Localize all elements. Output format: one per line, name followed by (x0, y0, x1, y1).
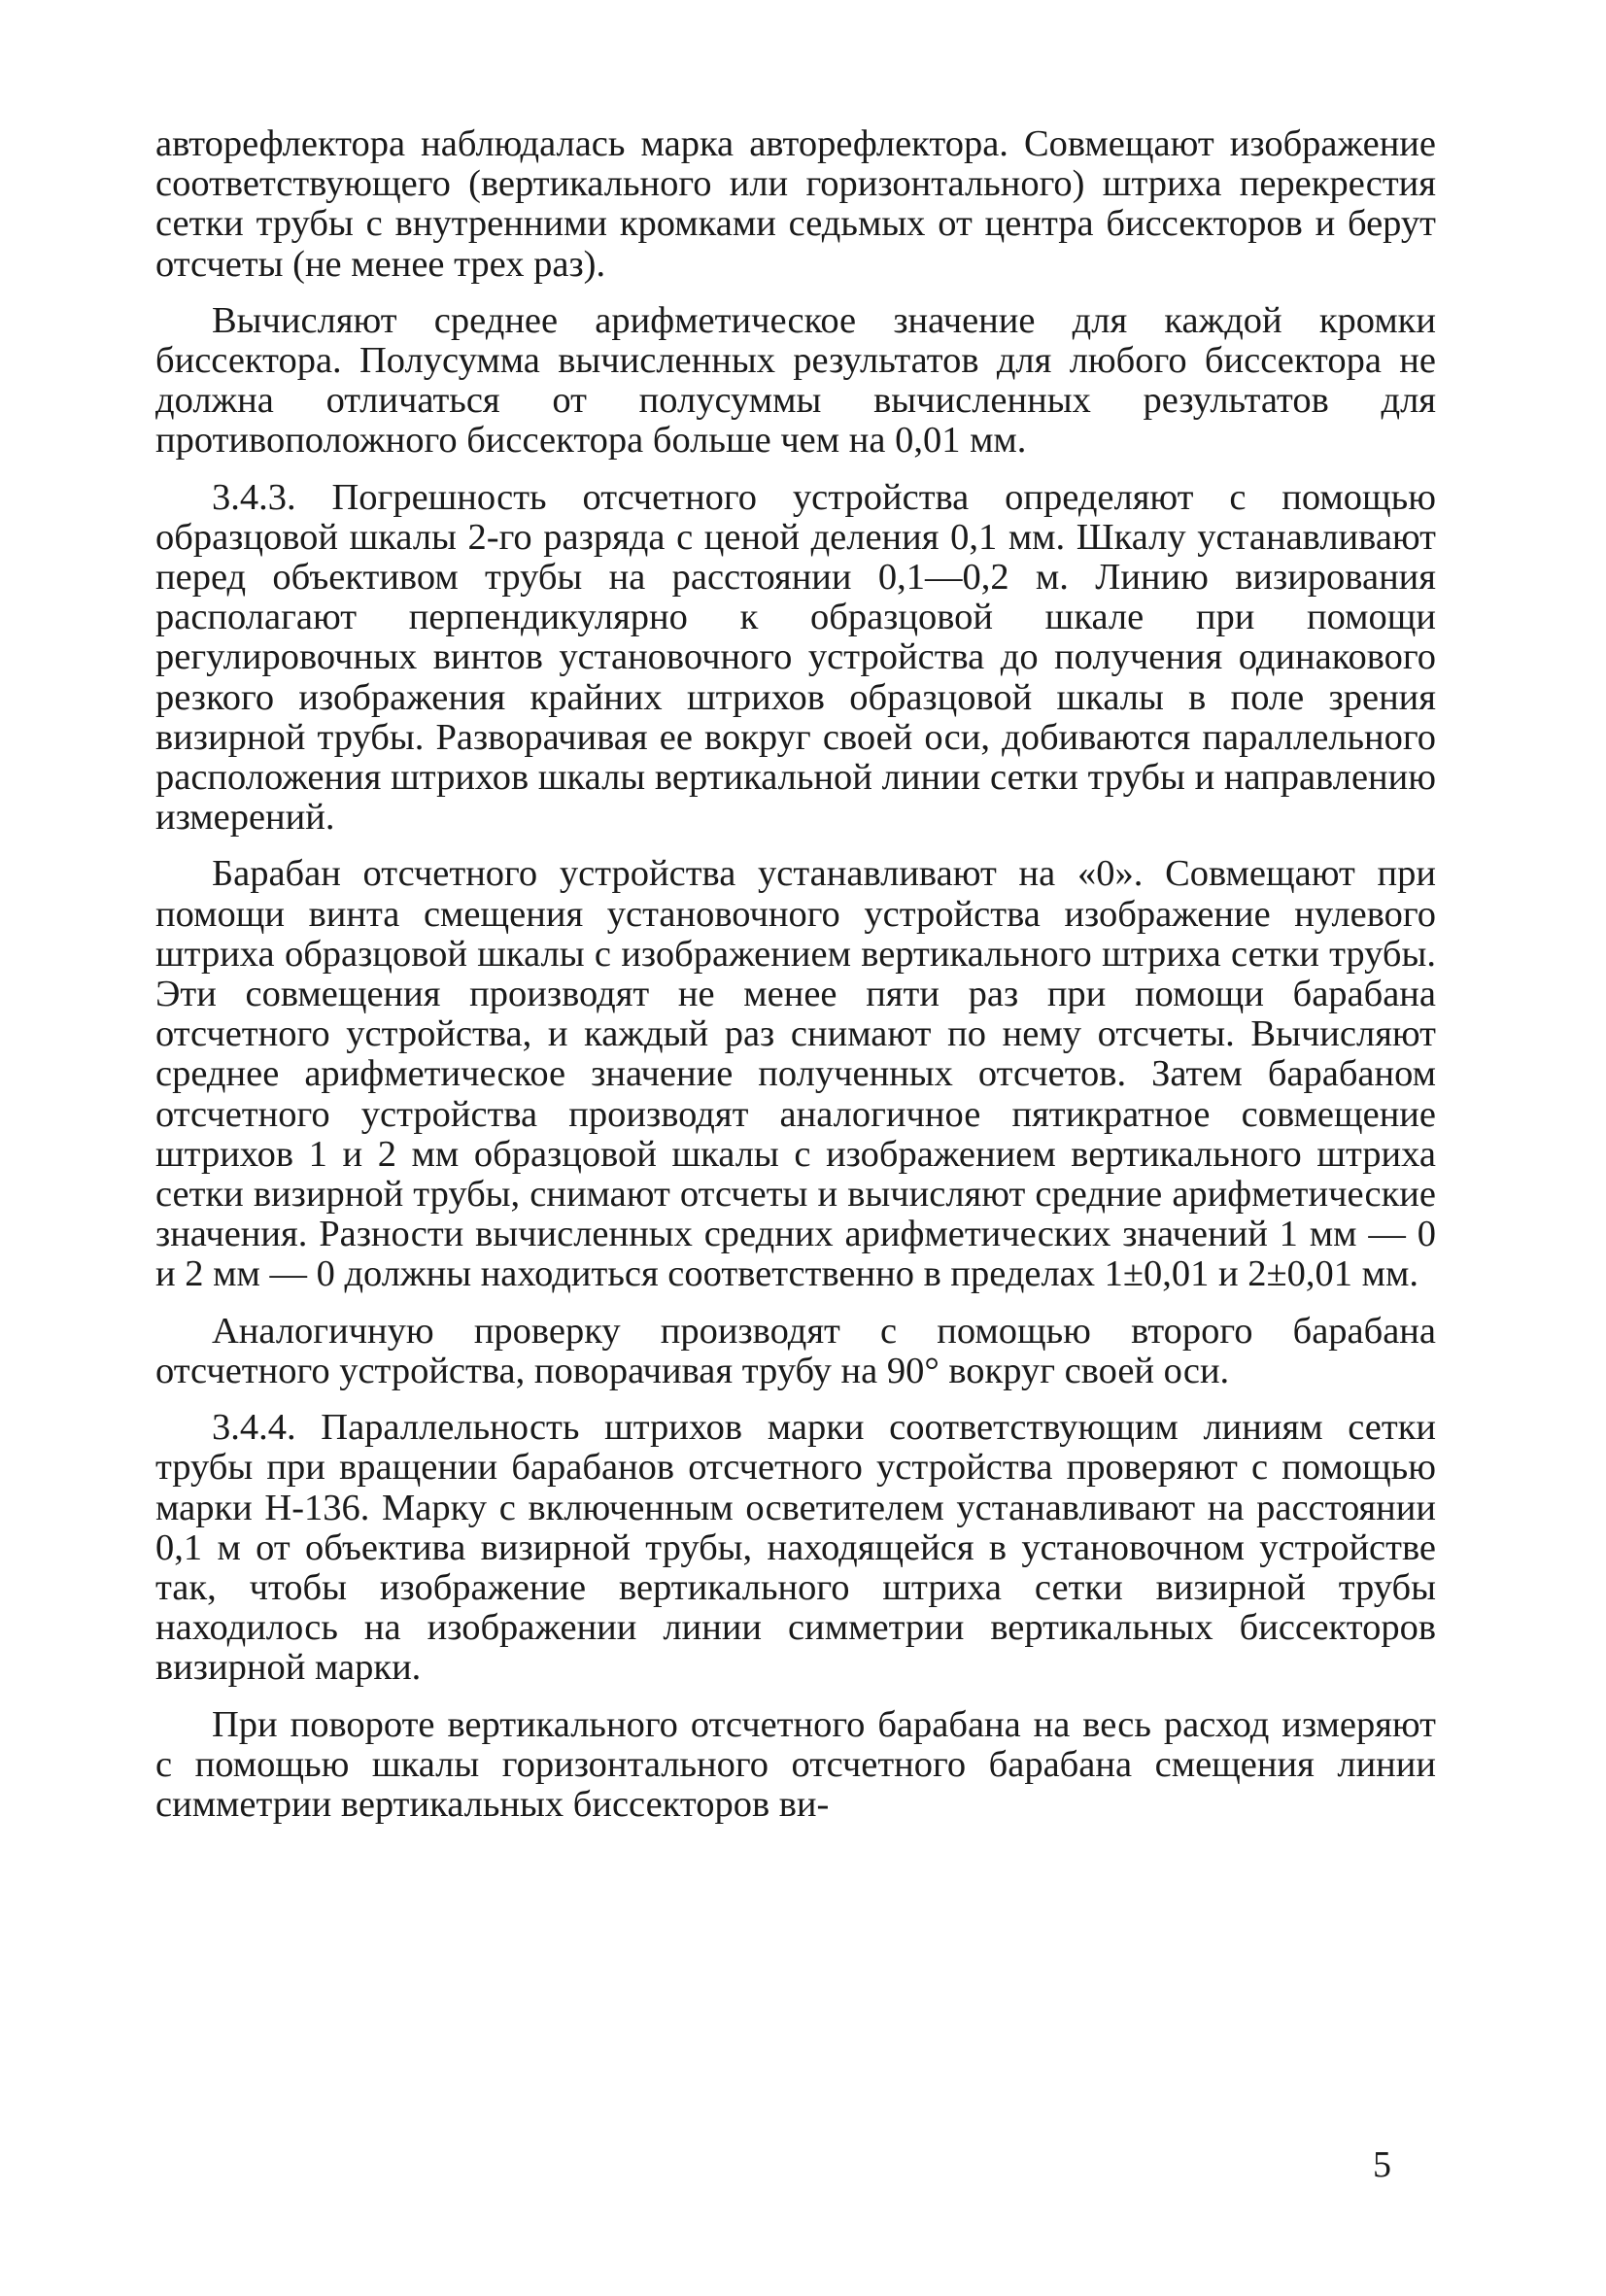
page-number: 5 (1373, 2144, 1391, 2185)
paragraph-continuation: авторефлектора наблюдалась марка авторефлектора. Совмещают изображение соответствующего (вертикального или горизонтального) штриха перекрестия сетки трубы с внутренними кромками седьмых от центра биссекторов и берут отсчеты (не менее трех раз). (155, 123, 1436, 285)
paragraph-second-drum: Аналогичную проверку производят с помощью второго барабана отсчетного устройства, поворачивая трубу на 90° вокруг своей оси. (155, 1310, 1436, 1391)
paragraph-bisector-edges: Вычисляют среднее арифметическое значение для каждой кромки биссектора. Полусумма вычисленных результатов для любого биссектора не должна отличаться от полусуммы вычисленных результатов для противоположного биссектора больше чем на 0,01 мм. (155, 299, 1436, 462)
paragraph-section-3-4-4: 3.4.4. Параллельность штрихов марки соответствующим линиям сетки трубы при вращении барабанов отсчетного устройства проверяют с помощью марки Н-136. Марку с включенным осветителем устанавливают на расстоянии 0,1 м от объектива визирной трубы, находящейся в установочном устройстве так, чтобы изображение вертикального штриха сетки визирной трубы находилось на изображении линии симметрии вертикальных биссекторов визирной марки. (155, 1407, 1436, 1689)
paragraph-section-3-4-3: 3.4.3. Погрешность отсчетного устройства определяют с помощью образцовой шкалы 2-го разряда с ценой деления 0,1 мм. Шкалу устанавливают перед объективом трубы на расстоянии 0,1—0,2 м. Линию визирования располагают перпендикулярно к образцовой шкале при помощи регулировочных винтов установочного устройства до получения одинакового резкого изображения крайних штрихов образцовой шкалы в поле зрения визирной трубы. Разворачивая ее вокруг своей оси, добиваются параллельного расположения штрихов шкалы вертикальной линии сетки трубы и направлению измерений. (155, 476, 1436, 839)
paragraph-drum-zero: Барабан отсчетного устройства устанавливают на «0». Совмещают при помощи винта смещения установочного устройства изображение нулевого штриха образцовой шкалы с изображением вертикального штриха сетки трубы. Эти совмещения производят не менее пяти раз при помощи барабана отсчетного устройства, и каждый раз снимают по нему отсчеты. Вычисляют среднее арифметическое значение полученных отсчетов. Затем барабаном отсчетного устройства производят аналогичное пятикратное совмещение штрихов 1 и 2 мм образцовой шкалы с изображением вертикального штриха сетки визирной трубы, снимают отсчеты и вычисляют средние арифметические значения. Разности вычисленных средних арифметических значений 1 мм — 0 и 2 мм — 0 должны находиться соответственно в пределах 1±0,01 и 2±0,01 мм. (155, 853, 1436, 1295)
document-page (155, 124, 1436, 2223)
paragraph-vertical-drum-rotation: При повороте вертикального отсчетного барабана на весь расход измеряют с помощью шкалы горизонтального отсчетного барабана смещения линии симметрии вертикальных биссекторов ви- (155, 1703, 1436, 1825)
